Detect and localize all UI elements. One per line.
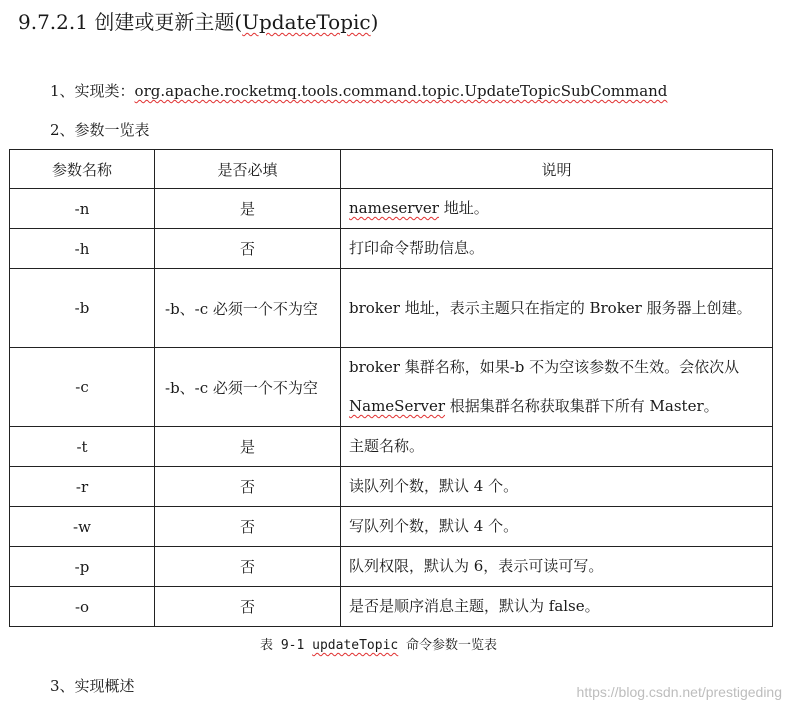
- impl-class-line: [50, 80, 667, 102]
- table-row: [10, 507, 773, 547]
- table-row: [10, 587, 773, 627]
- param-description-term: NameServer: [349, 397, 446, 415]
- param-name: -w: [10, 507, 155, 547]
- param-name: -t: [10, 427, 155, 467]
- section-heading: [18, 8, 378, 36]
- param-description: 打印命令帮助信息。: [341, 229, 773, 269]
- impl-class-value: org.apache.rocketmq.tools.command.topic.UpdateTopicSubCommand: [134, 82, 668, 100]
- param-description: [341, 189, 773, 229]
- param-required: 否: [155, 229, 341, 269]
- param-required: 否: [155, 587, 341, 627]
- param-description-text: broker 集群名称，如果-b 不为空该参数不生效。会依次从: [349, 358, 740, 376]
- param-required: 否: [155, 547, 341, 587]
- table-row: [10, 467, 773, 507]
- param-required: 是: [155, 427, 341, 467]
- param-description: broker 地址，表示主题只在指定的 Broker 服务器上创建。: [341, 269, 773, 348]
- param-name: -r: [10, 467, 155, 507]
- params-table: [9, 149, 773, 627]
- header-required: 是否必填: [155, 150, 341, 189]
- watermark-url: https://blog.csdn.net/prestigeding: [576, 684, 782, 700]
- impl-class-label: 1、实现类：: [50, 82, 135, 100]
- caption-term: updateTopic: [312, 638, 399, 653]
- param-required: -b、-c 必须一个不为空: [155, 269, 341, 348]
- table-row: [10, 427, 773, 467]
- param-name: -o: [10, 587, 155, 627]
- param-name: -c: [10, 348, 155, 427]
- param-list-title: 2、参数一览表: [50, 121, 150, 139]
- param-name: -n: [10, 189, 155, 229]
- table-header-row: [10, 150, 773, 189]
- param-description: 队列权限，默认为 6，表示可读可写。: [341, 547, 773, 587]
- table-row: [10, 189, 773, 229]
- param-description: 是否是顺序消息主题，默认为 false。: [341, 587, 773, 627]
- param-description: [341, 348, 773, 427]
- param-required: 是: [155, 189, 341, 229]
- param-required: -b、-c 必须一个不为空: [155, 348, 341, 427]
- overview-title: 3、实现概述: [50, 677, 135, 695]
- table-row: [10, 229, 773, 269]
- param-name: -p: [10, 547, 155, 587]
- table-row: [10, 269, 773, 348]
- param-description: 主题名称。: [341, 427, 773, 467]
- section-title: 创建或更新主题(: [94, 10, 243, 34]
- caption-text: 命令参数一览表: [398, 638, 498, 653]
- section-title-close: ): [370, 10, 379, 34]
- param-description-term: nameserver: [349, 199, 439, 217]
- section-title-term: UpdateTopic: [242, 10, 371, 34]
- param-description-text: 根据集群名称获取集群下所有 Master。: [445, 397, 719, 415]
- table-caption: [260, 636, 497, 656]
- param-description: 写队列个数，默认 4 个。: [341, 507, 773, 547]
- table-row: [10, 348, 773, 427]
- param-required: 否: [155, 467, 341, 507]
- header-description: 说明: [341, 150, 773, 189]
- param-required: 否: [155, 507, 341, 547]
- param-description: 读队列个数，默认 4 个。: [341, 467, 773, 507]
- caption-label: 表 9-1: [260, 638, 313, 653]
- param-description-text: 地址。: [438, 199, 489, 217]
- param-name: -h: [10, 229, 155, 269]
- header-param-name: 参数名称: [10, 150, 155, 189]
- param-name: -b: [10, 269, 155, 348]
- table-row: [10, 547, 773, 587]
- section-number: 9.7.2.1: [18, 10, 95, 34]
